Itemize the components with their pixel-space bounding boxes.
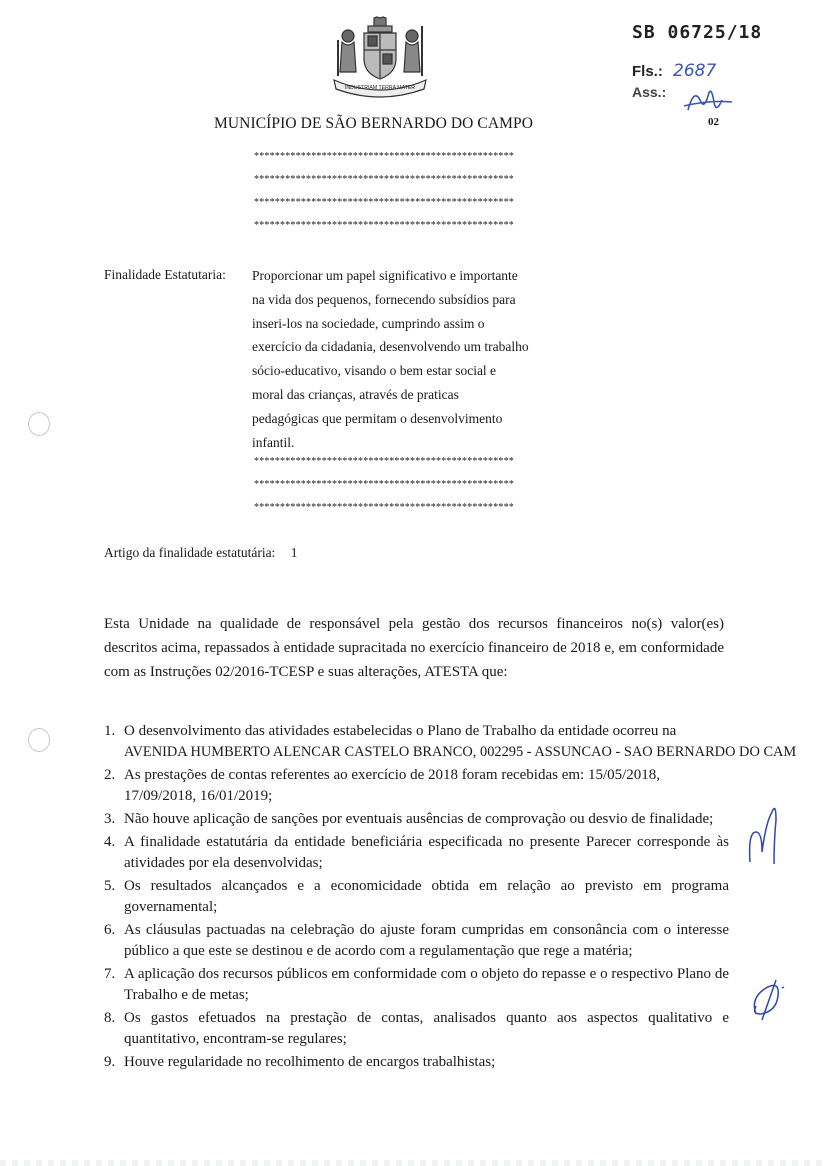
artigo-value: 1: [290, 545, 298, 560]
finalidade-line: moral das crianças, através de praticas: [252, 386, 459, 402]
handwritten-signature-icon: [748, 974, 788, 1024]
list-item: 1. O desenvolvimento das atividades estabelecidas o Plano de Trabalho da entidade ocorreu na AVENIDA HUMBERTO ALENCAR CASTELO BRANCO, 002295 - ASSUNCAO - SAO BERNARDO DO CAM: [104, 723, 797, 760]
list-item: 4. A finalidade estatutária da entidade beneficiária especificada no presente Parecer corresponde às atividades por ela desenvolvidas;: [104, 834, 729, 871]
filler-line: **************************************************: [254, 220, 514, 231]
finalidade-text: [252, 264, 562, 454]
list-item: 2. As prestações de contas referentes ao exercício de 2018 foram recebidas em: 15/05/2018, 17/09/2018, 16/01/2019;: [104, 767, 661, 804]
finalidade-line: sócio-educativo, visando o bem estar social e: [252, 363, 497, 379]
filler-line: **************************************************: [254, 456, 514, 467]
folio-label: Fls.:: [632, 63, 663, 80]
list-item: 7. A aplicação dos recursos públicos em conformidade com o objeto do repasse e o respectivo Plano de Trabalho e de metas;: [104, 966, 729, 1003]
list-item: 5. Os resultados alcançados e a economicidade obtida em relação ao previsto em programa governamental;: [104, 878, 729, 915]
process-number-stamp: SB 06725/18: [632, 22, 763, 43]
municipal-crest-icon: [328, 16, 432, 98]
filler-line: **************************************************: [254, 502, 514, 513]
municipality-title: MUNICÍPIO DE SÃO BERNARDO DO CAMPO: [214, 115, 534, 132]
finalidade-line: exercício da cidadania, desenvolvendo um trabalho: [252, 339, 529, 355]
filler-line: **************************************************: [254, 151, 514, 162]
filler-line: **************************************************: [254, 174, 514, 185]
list-item: 3. Não houve aplicação de sanções por eventuais ausências de comprovação ou desvio de finalidade;: [104, 811, 714, 827]
artigo-label: Artigo da finalidade estatutária:: [104, 545, 276, 560]
folio-stamp: [632, 61, 716, 81]
handwritten-signature-icon: [682, 80, 734, 122]
binder-hole: [28, 728, 50, 752]
attestation-paragraph: Esta Unidade na qualidade de responsável pela gestão dos recursos financeiros no(s) valor(es) descritos acima, repassados à entidade supracitada no exercício financeiro de 2018 e, em conformidade com as Instruções 02/2016-TCESP e suas alterações, ATESTA que:: [104, 616, 724, 680]
page-number: 02: [708, 116, 719, 128]
binder-hole: [28, 412, 50, 436]
finalidade-line: na vida dos pequenos, fornecendo subsídios para: [252, 291, 516, 307]
list-item: 9. Houve regularidade no recolhimento de encargos trabalhistas;: [104, 1054, 496, 1070]
signature-stamp-label: Ass.:: [632, 84, 667, 100]
list-item: 8. Os gastos efetuados na prestação de contas, analisados quanto aos aspectos qualitativo e quantitativo, encontram-se regulares;: [104, 1010, 729, 1047]
handwritten-initials-icon: [744, 796, 784, 868]
crest-motto: INDUSTRIAM TERRA MATER: [344, 85, 416, 91]
finalidade-line: Proporcionar um papel significativo e importante: [252, 268, 518, 283]
filler-line: **************************************************: [254, 479, 514, 490]
attestation-list: [104, 721, 797, 1075]
scan-edge: [0, 1160, 825, 1166]
folio-value: 2687: [673, 61, 717, 81]
filler-line: **************************************************: [254, 197, 514, 208]
finalidade-line: infantil.: [252, 434, 295, 450]
finalidade-line: inseri-los na sociedade, cumprindo assim o: [252, 315, 485, 331]
artigo-row: [104, 545, 297, 561]
finalidade-label: Finalidade Estatutaria:: [104, 267, 226, 282]
list-item: 6. As cláusulas pactuadas na celebração do ajuste foram cumpridas em consonância com o interesse público a que este se destinou e de acordo com a regulamentação que rege a matéria;: [104, 922, 729, 959]
finalidade-line: pedagógicas que permitam o desenvolvimento: [252, 410, 503, 426]
